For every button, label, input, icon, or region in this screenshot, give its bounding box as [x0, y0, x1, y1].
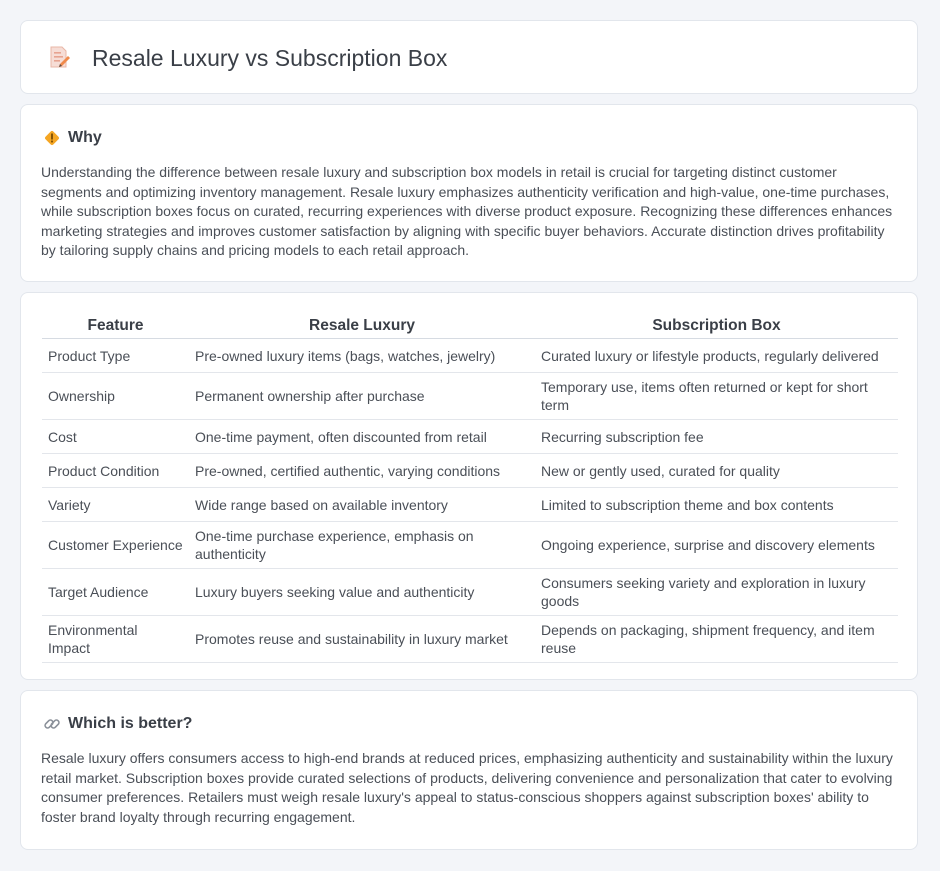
why-text: Understanding the difference between resale luxury and subscription box models in retail is crucial for targeting distinct customer segments and optimizing inventory management. Resale luxury emphasizes authenticity verification and high-value, one-time purchases, while subscription boxes focus on curated, recurring experiences with diverse product exposure. Recognizing these differences enhances marketing strategies and improves customer satisfaction by aligning with specific buyer behaviors. Accurate distinction drives profitability by tailoring supply chains and pricing models to each retail approach. [41, 164, 893, 258]
better-heading [43, 713, 192, 735]
subscription-cell: New or gently used, curated for quality [535, 454, 898, 488]
feature-cell: Product Type [42, 339, 189, 373]
comparison-table [42, 315, 898, 663]
table-row [42, 373, 898, 420]
document-pencil-icon [47, 45, 71, 69]
feature-cell: Cost [42, 420, 189, 454]
page-title: Resale Luxury vs Subscription Box [92, 45, 448, 71]
why-heading [43, 127, 102, 149]
which-is-better-section [20, 690, 918, 850]
table-row [42, 488, 898, 522]
why-section [20, 104, 918, 282]
better-title: Which is better? [68, 715, 193, 732]
diamond-sign-icon [43, 129, 61, 147]
subscription-cell: Limited to subscription theme and box contents [535, 488, 898, 522]
link-icon [43, 715, 61, 733]
table-row [42, 420, 898, 454]
subscription-cell: Curated luxury or lifestyle products, regularly delivered [535, 339, 898, 373]
resale-cell: One-time payment, often discounted from retail [189, 420, 535, 454]
subscription-cell: Ongoing experience, surprise and discovery elements [535, 522, 898, 569]
resale-cell: Luxury buyers seeking value and authenticity [189, 569, 535, 616]
title-card [20, 20, 918, 94]
table-row [42, 339, 898, 373]
better-text: Resale luxury offers consumers access to high-end brands at reduced prices, emphasizing authenticity and sustainability within the luxury retail market. Subscription boxes provide curated selections of products, delivering convenience and personalization that cater to evolving consumer preferences. Retailers must weigh resale luxury's appeal to status-conscious shoppers against subscription boxes' ability to foster brand loyalty through recurring engagement. [41, 750, 893, 825]
table-row [42, 616, 898, 663]
why-title: Why [68, 129, 102, 146]
resale-cell: Permanent ownership after purchase [189, 373, 535, 420]
feature-cell: Target Audience [42, 569, 189, 616]
subscription-cell: Consumers seeking variety and exploration in luxury goods [535, 569, 898, 616]
table-header-row [42, 315, 898, 339]
comparison-section [20, 292, 918, 680]
table-row [42, 569, 898, 616]
header-resale-luxury: Resale Luxury [189, 315, 535, 339]
table-row [42, 522, 898, 569]
table-row [42, 454, 898, 488]
feature-cell: Product Condition [42, 454, 189, 488]
resale-cell: Pre-owned luxury items (bags, watches, jewelry) [189, 339, 535, 373]
resale-cell: Wide range based on available inventory [189, 488, 535, 522]
feature-cell: Ownership [42, 373, 189, 420]
feature-cell: Customer Experience [42, 522, 189, 569]
feature-cell: Variety [42, 488, 189, 522]
resale-cell: One-time purchase experience, emphasis on authenticity [189, 522, 535, 569]
subscription-cell: Temporary use, items often returned or kept for short term [535, 373, 898, 420]
resale-cell: Pre-owned, certified authentic, varying conditions [189, 454, 535, 488]
subscription-cell: Recurring subscription fee [535, 420, 898, 454]
feature-cell: Environmental Impact [42, 616, 189, 663]
subscription-cell: Depends on packaging, shipment frequency, and item reuse [535, 616, 898, 663]
resale-cell: Promotes reuse and sustainability in luxury market [189, 616, 535, 663]
header-subscription-box: Subscription Box [535, 315, 898, 339]
header-feature: Feature [42, 315, 189, 339]
